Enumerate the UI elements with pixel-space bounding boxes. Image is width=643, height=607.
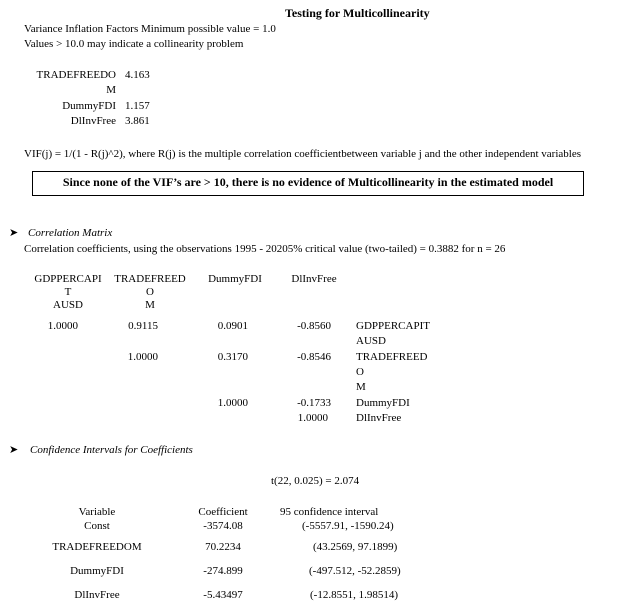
corr-cell: -0.1733 xyxy=(297,397,331,409)
ci-row-coefficient: -3574.08 xyxy=(203,520,243,532)
corr-cell: 0.9115 xyxy=(128,320,158,332)
corr-row-label: GDPPERCAPIT xyxy=(356,320,430,332)
corr-cell: 1.0000 xyxy=(47,320,78,332)
vif-row-value: 1.157 xyxy=(125,100,150,112)
conclusion-box xyxy=(32,171,584,196)
t-statistic: t(22, 0.025) = 2.074 xyxy=(271,475,360,487)
ci-row-interval: (-5557.91, -1590.24) xyxy=(302,520,394,532)
confidence-heading: Confidence Intervals for Coefficients xyxy=(30,444,193,456)
vif-intro-line1: Variance Inflation Factors Minimum possible value = 1.0 xyxy=(24,23,276,35)
corr-cell: 0.3170 xyxy=(217,351,248,363)
corr-cell: 0.0901 xyxy=(217,320,248,332)
ci-row-variable: DlInvFree xyxy=(74,589,120,601)
vif-row-name: DlInvFree xyxy=(70,115,116,127)
corr-cell: -0.8560 xyxy=(297,320,331,332)
corr-cell: -0.8546 xyxy=(297,351,331,363)
corr-col-header: GDPPERCAPI T AUSD xyxy=(34,273,102,311)
corr-row-label: TRADEFREED xyxy=(356,351,428,363)
vif-row-value: 4.163 xyxy=(125,69,150,81)
ci-header-coefficient: Coefficient xyxy=(198,506,248,518)
corr-cell: 1.0000 xyxy=(217,397,248,409)
ci-row-interval: (-497.512, -52.2859) xyxy=(309,565,401,577)
vif-row-value: 3.861 xyxy=(125,115,150,127)
ci-row-coefficient: -5.43497 xyxy=(203,589,243,601)
bullet-arrow-icon: ➤ xyxy=(9,444,19,456)
corr-cell: 1.0000 xyxy=(297,412,328,424)
vif-intro-line2: Values > 10.0 may indicate a collinearity problem xyxy=(24,38,244,50)
corr-row-label-cont: O xyxy=(356,366,364,378)
vif-row-name: TRADEFREEDO xyxy=(36,69,116,81)
ci-header-interval: 95 confidence interval xyxy=(280,506,379,518)
ci-row-coefficient: -274.899 xyxy=(203,565,243,577)
corr-row-label: DlInvFree xyxy=(356,412,402,424)
corr-row-label-cont: M xyxy=(356,381,366,393)
conclusion-text: Since none of the VIF’s are > 10, there is no evidence of Multicollinearity in the estimated model xyxy=(62,175,554,189)
ci-row-variable: DummyFDI xyxy=(70,565,124,577)
corr-col-header: DummyFDI xyxy=(208,273,262,285)
bullet-arrow-icon: ➤ xyxy=(9,227,19,239)
ci-row-interval: (43.2569, 97.1899) xyxy=(313,541,398,553)
ci-row-variable: TRADEFREEDOM xyxy=(52,541,142,553)
ci-row-coefficient: 70.2234 xyxy=(205,541,241,553)
corr-col-header: DlInvFree xyxy=(291,273,337,285)
vif-formula: VIF(j) = 1/(1 - R(j)^2), where R(j) is the multiple correlation coefficientbetween variable j and the other independent variables xyxy=(24,148,581,160)
correlation-heading: Correlation Matrix xyxy=(28,227,113,239)
corr-col-header: TRADEFREED O M xyxy=(114,273,186,311)
ci-row-variable: Const xyxy=(84,520,110,532)
page-title: Testing for Multicollinearity xyxy=(285,6,430,20)
ci-header-variable: Variable xyxy=(78,506,116,518)
vif-row-name: DummyFDI xyxy=(62,100,116,112)
corr-row-label: DummyFDI xyxy=(356,397,410,409)
vif-row-name-cont: M xyxy=(106,84,116,96)
ci-row-interval: (-12.8551, 1.98514) xyxy=(310,589,398,601)
corr-cell: 1.0000 xyxy=(127,351,158,363)
corr-row-label-cont: AUSD xyxy=(356,335,386,347)
correlation-subheading: Correlation coefficients, using the observations 1995 - 20205% critical value (two-tailed) = 0.3882 for n = 26 xyxy=(24,243,506,255)
